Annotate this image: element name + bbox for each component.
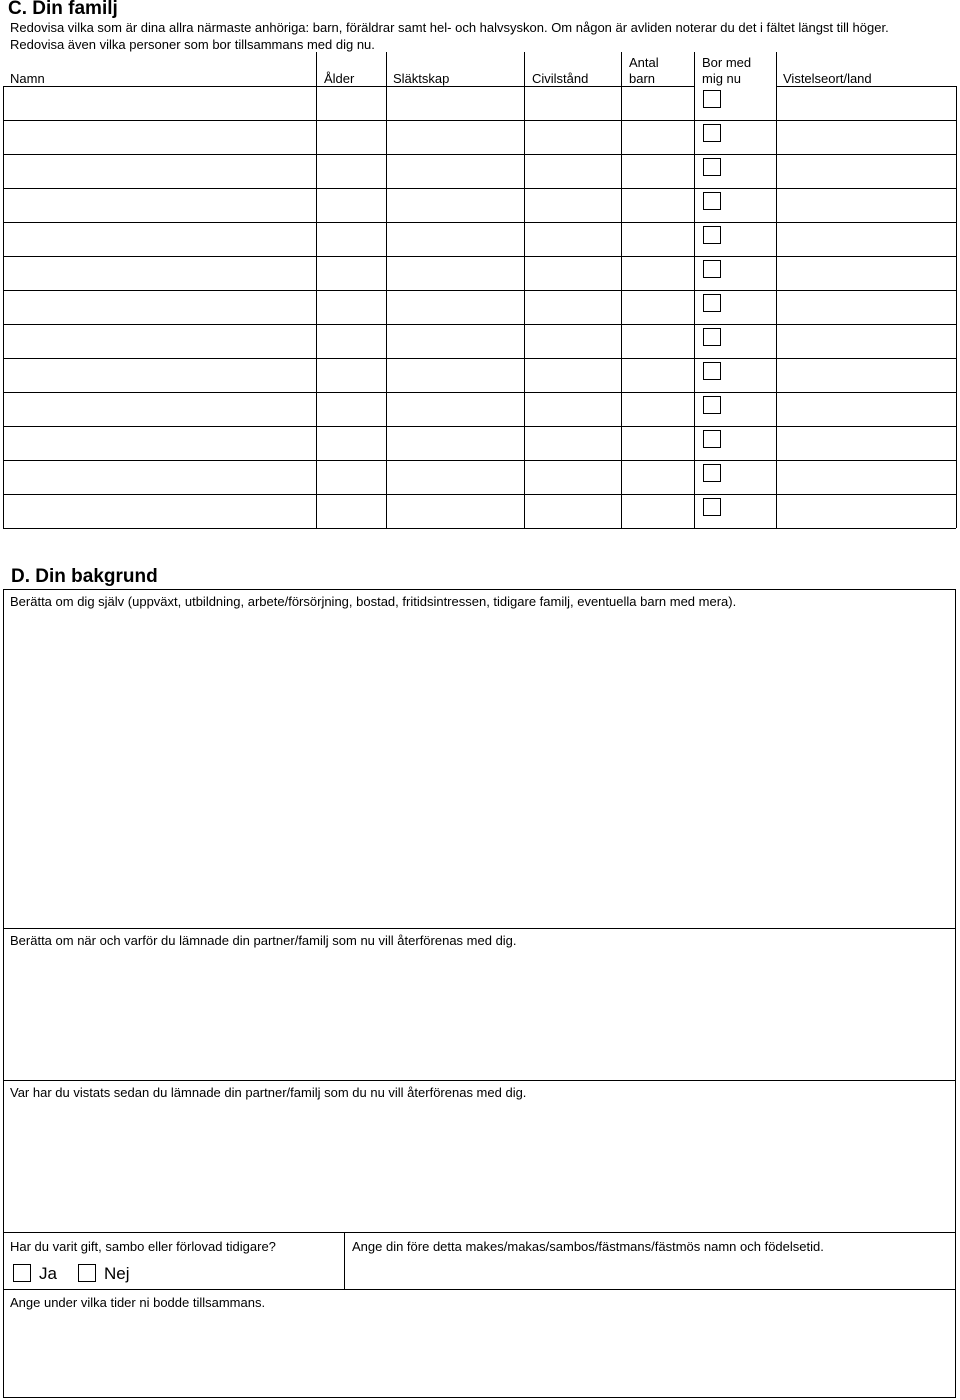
civilstand-input[interactable] [526,394,625,424]
vistelseort-input[interactable] [778,462,960,492]
divider [3,1289,956,1290]
alder-input[interactable] [318,360,390,390]
alder-input[interactable] [318,394,390,424]
antal-barn-input[interactable] [623,88,698,118]
divider [344,1232,345,1289]
civilstand-input[interactable] [526,428,625,458]
namn-input[interactable] [5,258,320,288]
table-row-line [3,120,956,121]
slaktskap-input[interactable] [388,156,528,186]
antal-barn-input[interactable] [623,496,698,526]
table-row-line [3,154,956,155]
alder-input[interactable] [318,88,390,118]
vistelseort-input[interactable] [778,224,960,254]
civilstand-input[interactable] [526,462,625,492]
table-row-line [3,528,956,529]
no-label: Nej [104,1264,130,1283]
bor-med-mig-checkbox[interactable] [703,90,721,108]
question-previous-marriage-label: Har du varit gift, sambo eller förlovad tidigare? [10,1239,276,1254]
vistelseort-input[interactable] [778,394,960,424]
slaktskap-input[interactable] [388,360,528,390]
table-row-line [3,222,956,223]
section-c-title: C. Din familj [8,0,118,19]
background-textarea[interactable] [10,614,950,922]
civilstand-input[interactable] [526,156,625,186]
namn-input[interactable] [5,496,320,526]
alder-input[interactable] [318,156,390,186]
question-cohabitation-period-label: Ange under vilka tider ni bodde tillsammans. [10,1295,266,1310]
col-header-alder: Ålder [324,71,355,86]
civilstand-input[interactable] [526,292,625,322]
bor-med-mig-checkbox[interactable] [703,464,721,482]
table-row-line [3,358,956,359]
antal-barn-input[interactable] [623,122,698,152]
namn-input[interactable] [5,190,320,220]
alder-input[interactable] [318,428,390,458]
table-row-line [3,86,694,87]
namn-input[interactable] [5,224,320,254]
namn-input[interactable] [5,88,320,118]
yes-label: Ja [39,1264,57,1283]
vistelseort-input[interactable] [778,258,960,288]
slaktskap-input[interactable] [388,122,528,152]
divider [3,928,956,929]
slaktskap-input[interactable] [388,224,528,254]
namn-input[interactable] [5,394,320,424]
yes-checkbox[interactable] [13,1264,31,1282]
table-row-line [3,256,956,257]
table-row-line [3,324,956,325]
namn-input[interactable] [5,122,320,152]
antal-barn-input[interactable] [623,428,698,458]
slaktskap-input[interactable] [388,258,528,288]
civilstand-input[interactable] [526,88,625,118]
col-header-vistelseort: Vistelseort/land [783,71,872,86]
bor-med-mig-checkbox[interactable] [703,260,721,278]
question-former-partner-label: Ange din före detta makes/makas/sambos/fästmans/fästmös namn och födelsetid. [352,1239,824,1254]
alder-input[interactable] [318,496,390,526]
vistelseort-input[interactable] [778,156,960,186]
table-column-line [3,86,4,528]
table-row-line [3,188,956,189]
vistelseort-input[interactable] [778,190,960,220]
question-background-label: Berätta om dig själv (uppväxt, utbildning, arbete/försörjning, bostad, fritidsintressen, tidigare familj, eventuella barn med mera). [10,594,737,609]
alder-input[interactable] [318,326,390,356]
whereabouts-textarea[interactable] [10,1104,950,1226]
civilstand-input[interactable] [526,360,625,390]
vistelseort-input[interactable] [778,88,960,118]
slaktskap-input[interactable] [388,326,528,356]
vistelseort-input[interactable] [778,292,960,322]
namn-input[interactable] [5,428,320,458]
namn-input[interactable] [5,292,320,322]
civilstand-input[interactable] [526,258,625,288]
bor-med-mig-checkbox[interactable] [703,226,721,244]
civilstand-input[interactable] [526,190,625,220]
antal-barn-input[interactable] [623,394,698,424]
bor-med-mig-checkbox[interactable] [703,328,721,346]
slaktskap-input[interactable] [388,496,528,526]
col-header-civilstand: Civilstånd [532,71,589,86]
table-row-line [3,426,956,427]
divider [3,1080,956,1081]
antal-barn-input[interactable] [623,190,698,220]
col-header-antal-barn-1: Antal [629,55,659,70]
col-header-namn: Namn [10,71,45,86]
bor-med-mig-checkbox[interactable] [703,192,721,210]
table-row-line [3,392,956,393]
alder-input[interactable] [318,258,390,288]
alder-input[interactable] [318,462,390,492]
bor-med-mig-checkbox[interactable] [703,124,721,142]
antal-barn-input[interactable] [623,224,698,254]
slaktskap-input[interactable] [388,428,528,458]
section-d-title: D. Din bakgrund [11,566,158,587]
namn-input[interactable] [5,156,320,186]
bor-med-mig-checkbox[interactable] [703,294,721,312]
civilstand-input[interactable] [526,496,625,526]
alder-input[interactable] [318,190,390,220]
civilstand-input[interactable] [526,122,625,152]
slaktskap-input[interactable] [388,88,528,118]
question-left-partner-label: Berätta om när och varför du lämnade din partner/familj som nu vill återförenas med dig. [10,933,517,948]
former-partner-textarea[interactable] [352,1257,950,1285]
bor-med-mig-checkbox[interactable] [703,396,721,414]
question-whereabouts-label: Var har du vistats sedan du lämnade din partner/familj som du nu vill återförenas med dig. [10,1085,527,1100]
col-header-antal-barn-2: barn [629,71,656,86]
vistelseort-input[interactable] [778,122,960,152]
antal-barn-input[interactable] [623,258,698,288]
slaktskap-input[interactable] [388,292,528,322]
antal-barn-input[interactable] [623,360,698,390]
namn-input[interactable] [5,360,320,390]
alder-input[interactable] [318,224,390,254]
table-row-line [3,290,956,291]
col-header-bor-med-2: mig nu [702,71,742,86]
table-row-line [3,494,956,495]
civilstand-input[interactable] [526,326,625,356]
vistelseort-input[interactable] [778,360,960,390]
bor-med-mig-checkbox[interactable] [703,430,721,448]
antal-barn-input[interactable] [623,156,698,186]
antal-barn-input[interactable] [623,292,698,322]
col-header-bor-med-1: Bor med [702,55,752,70]
slaktskap-input[interactable] [388,394,528,424]
bor-med-mig-checkbox[interactable] [703,362,721,380]
table-row-line [776,86,956,87]
antal-barn-input[interactable] [623,462,698,492]
civilstand-input[interactable] [526,224,625,254]
family-table [0,0,960,540]
namn-input[interactable] [5,462,320,492]
col-header-slaktskap: Släktskap [393,71,450,86]
namn-input[interactable] [5,326,320,356]
bor-med-mig-checkbox[interactable] [703,158,721,176]
divider [3,1232,956,1233]
no-checkbox[interactable] [78,1264,96,1282]
slaktskap-input[interactable] [388,462,528,492]
bor-med-mig-checkbox[interactable] [703,498,721,516]
vistelseort-input[interactable] [778,428,960,458]
slaktskap-input[interactable] [388,190,528,220]
section-c-intro-line1: Redovisa vilka som är dina allra närmaste anhöriga: barn, föräldrar samt hel- och halvsyskon. Om någon är avliden noterar du det i fältet längst till höger. [10,20,889,35]
left-partner-textarea[interactable] [10,952,950,1074]
alder-input[interactable] [318,122,390,152]
vistelseort-input[interactable] [778,326,960,356]
table-row-line [3,460,956,461]
alder-input[interactable] [318,292,390,322]
section-c-intro-line2: Redovisa även vilka personer som bor tillsammans med dig nu. [10,37,375,52]
antal-barn-input[interactable] [623,326,698,356]
vistelseort-input[interactable] [778,496,960,526]
cohabitation-period-textarea[interactable] [10,1314,950,1394]
